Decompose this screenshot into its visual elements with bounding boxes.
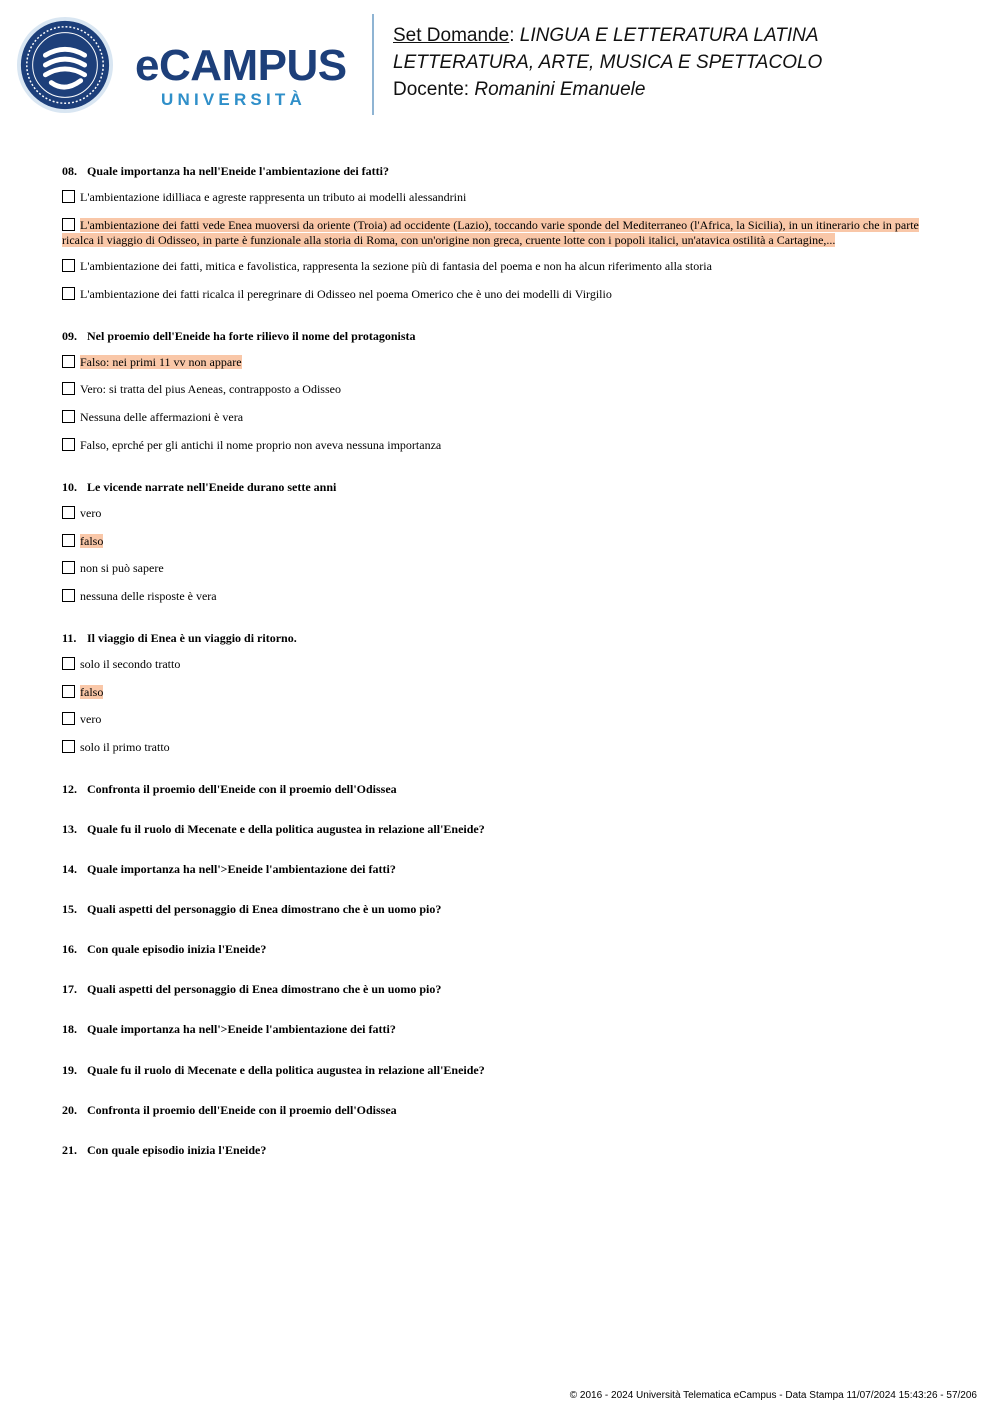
answer-text: solo il primo tratto	[80, 740, 170, 754]
answer-checkbox[interactable]	[62, 740, 75, 753]
question-number: 09.	[62, 329, 77, 343]
question-number: 12.	[62, 782, 77, 796]
answer-option	[62, 410, 940, 425]
answer-text: L'ambientazione idilliaca e agreste rappresenta un tributo ai modelli alessandrini	[80, 190, 467, 204]
question-text: Con quale episodio inizia l'Eneide?	[87, 1143, 267, 1157]
question-number: 21.	[62, 1143, 77, 1157]
question-number: 13.	[62, 822, 77, 836]
answer-option	[62, 382, 940, 397]
answer-text: L'ambientazione dei fatti ricalca il peregrinare di Odisseo nel poema Omerico che è uno dei modelli di Virgilio	[80, 287, 612, 301]
answer-text: falso	[80, 534, 104, 548]
answer-option-correct	[62, 534, 940, 549]
set-label: Set Domande	[393, 25, 510, 46]
answer-text: L'ambientazione dei fatti, mitica e favolistica, rappresenta la sezione più di fantasia del poema e non ha alcun riferimento alla storia	[80, 259, 712, 273]
teacher-label: Docente	[393, 79, 464, 100]
question-title	[62, 822, 485, 837]
answer-option	[62, 259, 940, 274]
answer-checkbox[interactable]	[62, 190, 75, 203]
question-text: Quale fu il ruolo di Mecenate e della politica augustea in relazione all'Eneide?	[87, 822, 485, 836]
question-title	[62, 1022, 396, 1037]
answer-option	[62, 190, 940, 205]
answer-text: nessuna delle risposte è vera	[80, 589, 217, 603]
answer-text: falso	[80, 685, 104, 699]
brand-name: eCAMPUS	[135, 41, 347, 90]
answer-option	[62, 438, 940, 453]
answer-text: non si può sapere	[80, 561, 164, 575]
teacher-name: Romanini Emanuele	[474, 79, 646, 100]
question-text: Quale importanza ha nell'>Eneide l'ambientazione dei fatti?	[87, 862, 396, 876]
question-number: 16.	[62, 942, 77, 956]
question-title	[62, 942, 266, 957]
question-text: Confronta il proemio dell'Eneide con il proemio dell'Odissea	[87, 782, 397, 796]
question-text: Il viaggio di Enea è un viaggio di ritorno.	[87, 631, 297, 645]
answer-option-correct	[62, 685, 940, 700]
question-text: Quali aspetti del personaggio di Enea dimostrano che è un uomo pio?	[87, 902, 442, 916]
answer-text: L'ambientazione dei fatti vede Enea muoversi da oriente (Troia) ad occidente (Lazio), toccando varie sponde del Mediterraneo (l'Africa, la Sicilia), in un itinerario che in parte ricalca il viaggio di Odisseo, in parte è funzionale alla storia di Roma, con un'origine non greca, cruente lotte con i popoli italici, un'atavica ostilità a Cartagine,...	[62, 218, 919, 247]
answer-option-correct	[62, 218, 940, 248]
question-title	[62, 164, 389, 179]
question-text: Quale importanza ha nell'Eneide l'ambientazione dei fatti?	[87, 164, 389, 178]
answer-checkbox[interactable]	[62, 561, 75, 574]
answer-checkbox[interactable]	[62, 712, 75, 725]
brand-subtitle: UNIVERSITÀ	[161, 90, 306, 109]
question-text: Quale importanza ha nell'>Eneide l'ambientazione dei fatti?	[87, 1022, 396, 1036]
question-title	[62, 480, 336, 495]
answer-checkbox[interactable]	[62, 218, 75, 231]
page-header	[0, 0, 1000, 130]
answer-text: Vero: si tratta del pius Aeneas, contrapposto a Odisseo	[80, 382, 341, 396]
question-number: 10.	[62, 480, 77, 494]
course-line-2: LETTERATURA, ARTE, MUSICA E SPETTACOLO	[393, 52, 823, 73]
question-title	[62, 902, 441, 917]
question-number: 18.	[62, 1022, 77, 1036]
question-number: 17.	[62, 982, 77, 996]
question-text: Confronta il proemio dell'Eneide con il proemio dell'Odissea	[87, 1103, 397, 1117]
question-title	[62, 862, 396, 877]
question-text: Le vicende narrate nell'Eneide durano sette anni	[87, 480, 337, 494]
question-number: 20.	[62, 1103, 77, 1117]
set-line: Set Domande: LINGUA E LETTERATURA LATINA	[393, 25, 819, 46]
answer-checkbox[interactable]	[62, 259, 75, 272]
teacher-line: Docente: Romanini Emanuele	[393, 79, 646, 100]
question-number: 19.	[62, 1063, 77, 1077]
answer-checkbox[interactable]	[62, 685, 75, 698]
question-title	[62, 631, 297, 646]
question-title	[62, 1103, 397, 1118]
answer-option	[62, 712, 940, 727]
question-number: 15.	[62, 902, 77, 916]
question-text: Con quale episodio inizia l'Eneide?	[87, 942, 267, 956]
question-text: Quali aspetti del personaggio di Enea dimostrano che è un uomo pio?	[87, 982, 442, 996]
question-title	[62, 982, 441, 997]
question-number: 08.	[62, 164, 77, 178]
question-title	[62, 1143, 266, 1158]
answer-option	[62, 561, 940, 576]
question-title	[62, 329, 416, 344]
course-line-2-row	[393, 49, 993, 76]
question-text: Nel proemio dell'Eneide ha forte rilievo il nome del protagonista	[87, 329, 416, 343]
course-line-1: LINGUA E LETTERATURA LATINA	[519, 25, 819, 46]
answer-option	[62, 657, 940, 672]
ecampus-seal-logo	[16, 16, 114, 114]
answer-checkbox[interactable]	[62, 506, 75, 519]
answer-text: Nessuna delle affermazioni è vera	[80, 410, 244, 424]
question-number: 14.	[62, 862, 77, 876]
answer-checkbox[interactable]	[62, 355, 75, 368]
answer-text: Falso, eprché per gli antichi il nome proprio non aveva nessuna importanza	[80, 438, 442, 452]
answer-checkbox[interactable]	[62, 589, 75, 602]
header-info	[393, 22, 993, 103]
question-text: Quale fu il ruolo di Mecenate e della politica augustea in relazione all'Eneide?	[87, 1063, 485, 1077]
answer-option-correct	[62, 355, 940, 370]
answer-checkbox[interactable]	[62, 382, 75, 395]
answer-checkbox[interactable]	[62, 410, 75, 423]
answer-checkbox[interactable]	[62, 534, 75, 547]
answer-text: vero	[80, 506, 102, 520]
answer-checkbox[interactable]	[62, 287, 75, 300]
answer-text: vero	[80, 712, 102, 726]
question-title	[62, 782, 397, 797]
answer-text: solo il secondo tratto	[80, 657, 181, 671]
answer-text: Falso: nei primi 11 vv non appare	[80, 355, 242, 369]
header-divider	[372, 14, 374, 115]
answer-option	[62, 506, 940, 521]
answer-checkbox[interactable]	[62, 438, 75, 451]
question-number: 11.	[62, 631, 77, 645]
answer-option	[62, 740, 940, 755]
answer-option	[62, 287, 940, 302]
question-title	[62, 1063, 485, 1078]
ecampus-wordmark-logo	[135, 41, 360, 114]
answer-checkbox[interactable]	[62, 657, 75, 670]
page-footer: © 2016 - 2024 Università Telematica eCampus - Data Stampa 11/07/2024 15:43:26 - 57/206	[569, 1390, 977, 1401]
answer-option	[62, 589, 940, 604]
